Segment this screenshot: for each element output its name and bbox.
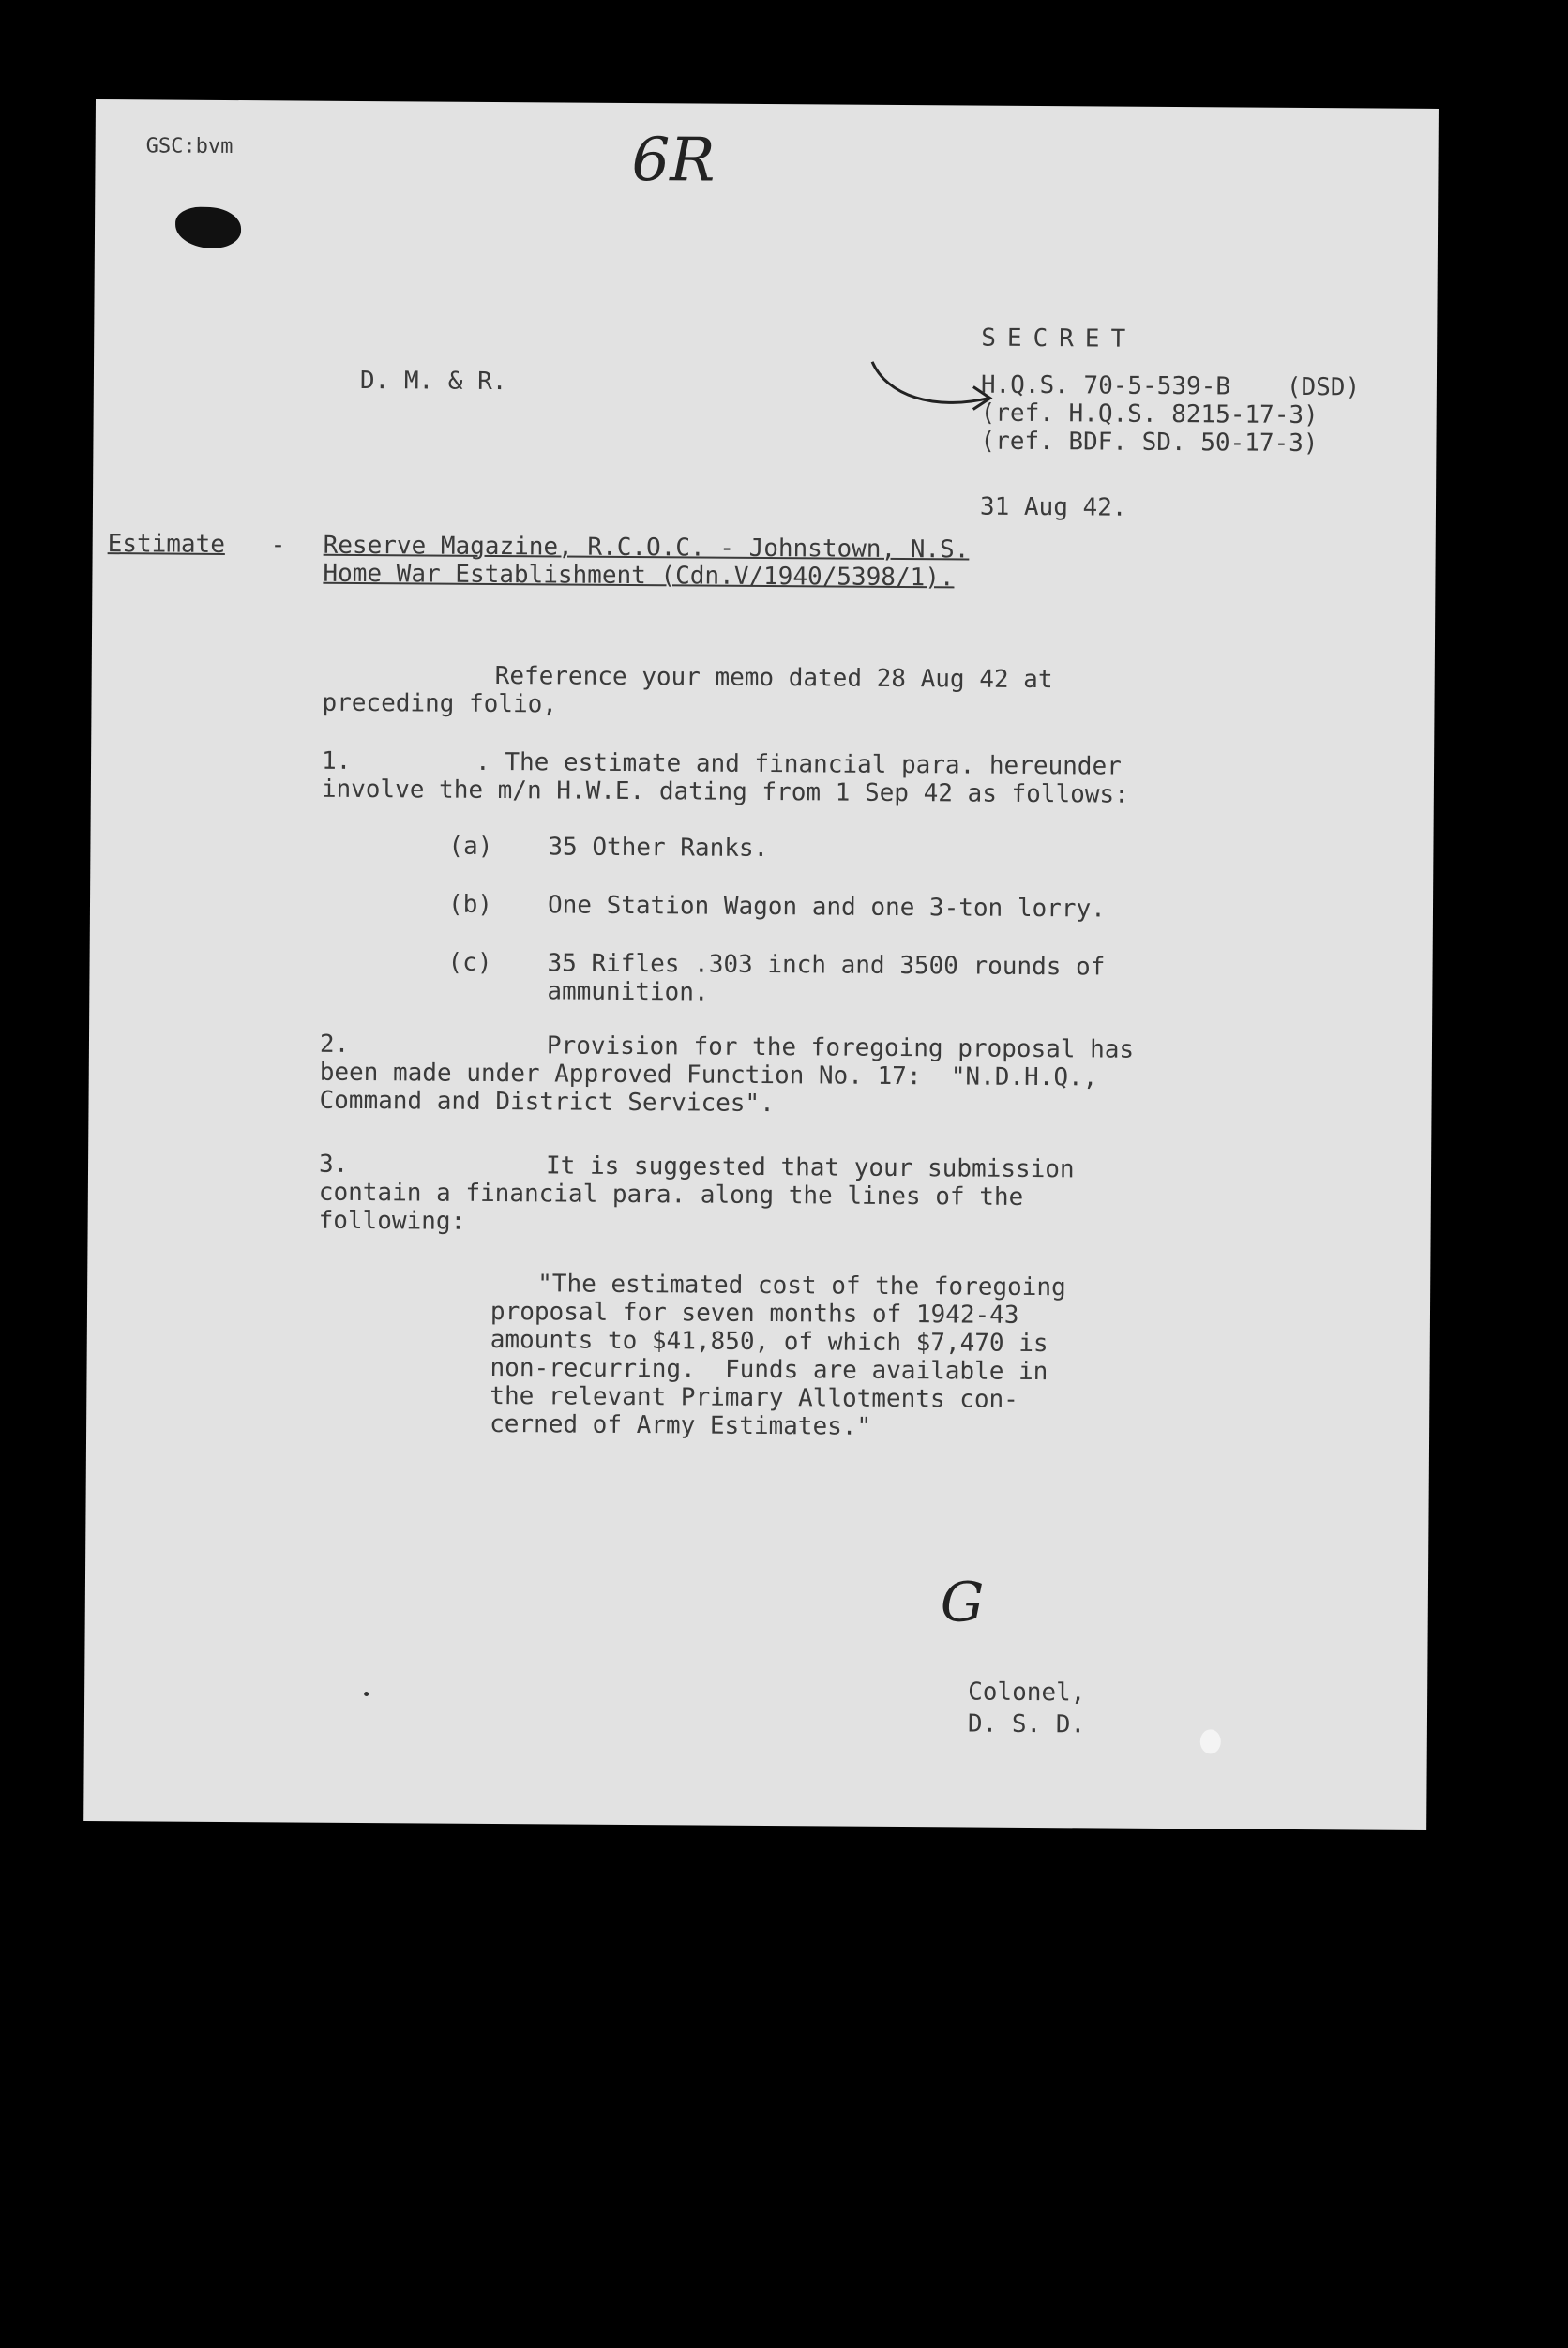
para-3-number: 3. bbox=[318, 1150, 349, 1179]
item-b-text: One Station Wagon and one 3-ton lorry. bbox=[547, 891, 1106, 924]
ref-secondary: (ref. H.Q.S. 8215-17-3) bbox=[980, 399, 1319, 430]
ink-dot bbox=[364, 1692, 369, 1696]
typist-initials: GSC:bvm bbox=[145, 134, 234, 159]
item-b-label: (b) bbox=[447, 890, 493, 919]
ref-main: H.Q.S. 70-5-539-B bbox=[980, 370, 1231, 401]
item-c-label: (c) bbox=[447, 948, 492, 977]
signatory-office: D. S. D. bbox=[967, 1709, 1086, 1739]
document-page bbox=[83, 99, 1439, 1830]
para-1-number: 1. bbox=[321, 746, 352, 775]
item-a-label: (a) bbox=[448, 832, 493, 861]
paper-speck bbox=[1200, 1729, 1221, 1753]
quote-line-1: "The estimated cost of the foregoing bbox=[537, 1270, 1066, 1302]
intro-line-1: Reference your memo dated 28 Aug 42 at bbox=[494, 661, 1053, 695]
classification: SECRET bbox=[981, 324, 1138, 354]
item-c-text-1: 35 Rifles .303 inch and 3500 rounds of bbox=[547, 949, 1106, 982]
item-c-text-2: ammunition. bbox=[547, 977, 709, 1007]
subject-line-2: Home War Establishment (Cdn.V/1940/5398/1). bbox=[323, 559, 955, 593]
quote-line-3: amounts to $41,850, of which $7,470 is bbox=[490, 1325, 1048, 1359]
quote-line-2: proposal for seven months of 1942-43 bbox=[490, 1297, 1019, 1330]
signature-initial: G bbox=[940, 1570, 985, 1634]
item-a-text: 35 Other Ranks. bbox=[548, 833, 769, 864]
folio-handwritten: 6R bbox=[631, 125, 716, 196]
ref-tertiary: (ref. BDF. SD. 50-17-3) bbox=[980, 427, 1319, 459]
document-date: 31 Aug 42. bbox=[979, 492, 1127, 522]
subject-line-1: Reserve Magazine, R.C.O.C. - Johnstown, N.S. bbox=[323, 531, 970, 564]
dsd-tag: (DSD) bbox=[1286, 372, 1361, 402]
para-2-line-3: Command and District Services". bbox=[319, 1086, 775, 1119]
signatory-rank: Colonel, bbox=[968, 1678, 1086, 1708]
para-3-line-2: contain a financial para. along the lines of the bbox=[318, 1178, 1024, 1212]
addressee: D. M. & R. bbox=[359, 366, 507, 397]
para-3-line-1: It is suggested that your submission bbox=[545, 1151, 1075, 1184]
para-2-number: 2. bbox=[319, 1030, 350, 1059]
para-2-line-2: been made under Approved Function No. 17: "N.D.H.Q., bbox=[319, 1058, 1098, 1092]
quote-line-6: cerned of Army Estimates." bbox=[490, 1409, 872, 1441]
para-3-line-3: following: bbox=[318, 1206, 466, 1236]
subject-dash: - bbox=[270, 531, 286, 560]
para-2-line-1: Provision for the foregoing proposal has bbox=[546, 1031, 1135, 1064]
ink-blot bbox=[175, 207, 241, 248]
quote-line-4: non-recurring. Funds are available in bbox=[490, 1353, 1048, 1387]
quote-line-5: the relevant Primary Allotments con- bbox=[490, 1381, 1018, 1414]
para-1-line-2: involve the m/n H.W.E. dating from 1 Sep 42 as follows: bbox=[321, 775, 1129, 809]
para-1-line-1: . The estimate and financial para. hereunder bbox=[475, 747, 1122, 781]
subject-label: Estimate bbox=[107, 530, 226, 559]
intro-line-2: preceding folio, bbox=[322, 688, 558, 719]
